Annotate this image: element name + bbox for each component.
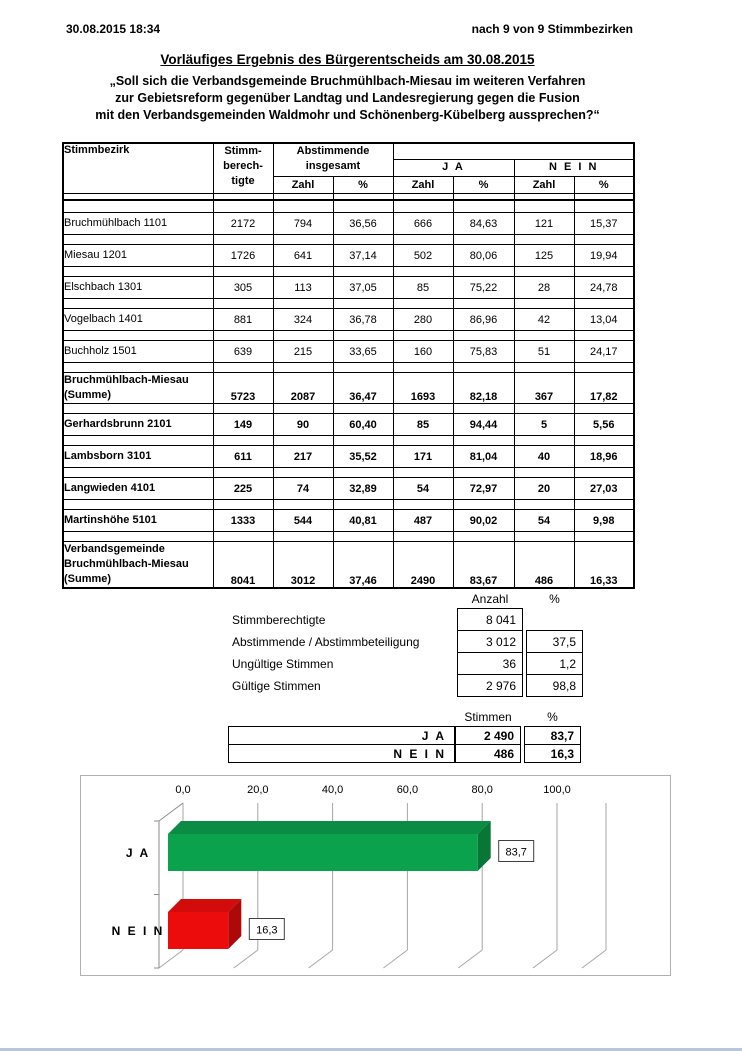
precinct-count-status: nach 9 von 9 Stimmbezirken	[471, 22, 633, 36]
table-cell: 171	[393, 446, 453, 468]
bar-front-1	[168, 912, 228, 949]
report-datetime: 30.08.2015 18:34	[66, 22, 161, 36]
stimmbezirk-label: Vogelbach 1401	[63, 309, 213, 331]
table-cell: 215	[273, 341, 333, 363]
table-row	[63, 213, 634, 235]
table-cell: 75,22	[453, 277, 514, 299]
col-header-abstimmende: Abstimmende insgesamt	[273, 143, 393, 177]
result-option-label: N E I N	[228, 744, 455, 763]
turnout-anzahl-value: 2 976	[457, 674, 523, 697]
table-cell: 84,63	[453, 213, 514, 235]
spacer-row	[63, 200, 634, 213]
table-cell: 74	[273, 478, 333, 500]
header-spacer-cell	[393, 143, 634, 160]
table-cell: 16,33	[574, 542, 634, 589]
table-cell: 36,56	[333, 213, 393, 235]
table-cell: 72,97	[453, 478, 514, 500]
table-cell: 83,67	[453, 542, 514, 589]
gridline-floor	[234, 950, 258, 968]
result-pct-value: 83,7	[524, 726, 581, 745]
spacer-row	[63, 436, 634, 446]
table-cell: 36,47	[333, 373, 393, 404]
table-cell: 75,83	[453, 341, 514, 363]
col-header-stimmberechtigte: Stimm- berech- tigte	[213, 143, 273, 194]
table-row	[63, 510, 634, 532]
question-line-1: „Soll sich die Verbandsgemeinde Bruchmühlbach-Miesau im weiteren Verfahren	[109, 74, 586, 88]
table-row	[63, 245, 634, 267]
table-cell: 86,96	[453, 309, 514, 331]
axis-top-diagonal	[159, 803, 183, 821]
result-summary-table	[228, 710, 581, 763]
table-cell: 1333	[213, 510, 273, 532]
table-cell: 113	[273, 277, 333, 299]
spacer-row	[63, 500, 634, 510]
turnout-summary-table	[230, 592, 583, 697]
table-cell: 280	[393, 309, 453, 331]
table-cell: 121	[514, 213, 574, 235]
table-cell: 40	[514, 446, 574, 468]
value-label: 16,3	[256, 924, 278, 937]
table-cell: 24,78	[574, 277, 634, 299]
table-cell: 794	[273, 213, 333, 235]
turnout-label: Gültige Stimmen	[232, 678, 321, 693]
col-header-stimmbezirk: Stimmbezirk	[63, 143, 213, 194]
table-cell: 641	[273, 245, 333, 267]
stimmbezirk-label: Verbandsgemeinde Bruchmühlbach-Miesau (Summe)	[63, 542, 213, 589]
table-cell: 35,52	[333, 446, 393, 468]
turnout-pct-value: 1,2	[526, 652, 583, 675]
x-axis-tick-label: 60,0	[396, 784, 419, 796]
table-cell: 51	[514, 341, 574, 363]
stimmbezirk-label: Langwieden 4101	[63, 478, 213, 500]
subheader-pct-ja: %	[453, 177, 514, 194]
spacer-row	[63, 267, 634, 277]
table-row	[63, 373, 634, 404]
table-row	[63, 277, 634, 299]
turnout-pct-value: 37,5	[526, 630, 583, 653]
table-cell: 225	[213, 478, 273, 500]
x-axis-tick-label: 0,0	[175, 784, 191, 796]
turnout-row	[230, 674, 583, 697]
table-cell: 32,89	[333, 478, 393, 500]
bar-top-0	[168, 821, 491, 834]
stimmbezirk-label: Gerhardsbrunn 2101	[63, 414, 213, 436]
turnout-anzahl-value: 36	[457, 652, 523, 675]
table-cell: 20	[514, 478, 574, 500]
table-row	[63, 542, 634, 589]
table-cell: 1726	[213, 245, 273, 267]
table-cell: 15,37	[574, 213, 634, 235]
table-row	[63, 309, 634, 331]
table-row	[63, 414, 634, 436]
turnout-label: Stimmberechtigte	[232, 612, 326, 627]
table-cell: 881	[213, 309, 273, 331]
table-cell: 217	[273, 446, 333, 468]
table-cell: 42	[514, 309, 574, 331]
turnout-header-anzahl: Anzahl	[471, 592, 509, 606]
stimmbezirk-label: Martinshöhe 5101	[63, 510, 213, 532]
category-label: N E I N	[111, 924, 165, 938]
table-cell: 27,03	[574, 478, 634, 500]
turnout-label: Ungültige Stimmen	[232, 656, 334, 671]
subheader-zahl-ja: Zahl	[393, 177, 453, 194]
table-cell: 487	[393, 510, 453, 532]
table-cell: 24,17	[574, 341, 634, 363]
category-label: J A	[125, 846, 151, 860]
turnout-row	[230, 608, 583, 631]
table-cell: 85	[393, 277, 453, 299]
table-cell: 85	[393, 414, 453, 436]
result-summary-header	[228, 710, 581, 727]
table-cell: 160	[393, 341, 453, 363]
gridline-floor	[533, 950, 557, 968]
turnout-row	[230, 652, 583, 675]
turnout-anzahl-value: 3 012	[457, 630, 523, 653]
table-cell: 2490	[393, 542, 453, 589]
table-cell: 19,94	[574, 245, 634, 267]
main-results-table	[62, 142, 635, 589]
table-cell: 2172	[213, 213, 273, 235]
spacer-row	[63, 235, 634, 245]
turnout-summary-header	[230, 592, 583, 609]
table-cell: 9,98	[574, 510, 634, 532]
question-line-3: mit den Verbandsgemeinden Waldmohr und Schönenberg-Kübelberg aussprechen?“	[95, 108, 600, 122]
question-line-2: zur Gebietsreform gegenüber Landtag und Landesregierung gegen die Fusion	[115, 91, 580, 105]
col-header-ja: J A	[393, 160, 514, 177]
table-cell: 37,46	[333, 542, 393, 589]
turnout-pct-value: 98,8	[526, 674, 583, 697]
gridline-floor	[309, 950, 333, 968]
stimmbezirk-label: Lambsborn 3101	[63, 446, 213, 468]
x-axis-tick-label: 40,0	[321, 784, 344, 796]
table-cell: 305	[213, 277, 273, 299]
spacer-row	[63, 331, 634, 341]
spacer-row	[63, 404, 634, 414]
table-row	[63, 341, 634, 363]
result-stimmen-value: 2 490	[455, 726, 521, 745]
table-cell: 36,78	[333, 309, 393, 331]
spacer-row	[63, 532, 634, 542]
bar-front-0	[168, 834, 478, 871]
table-cell: 5,56	[574, 414, 634, 436]
x-axis-tick-label: 100,0	[543, 784, 571, 796]
gridline-floor	[383, 950, 407, 968]
table-cell: 2087	[273, 373, 333, 404]
table-row	[63, 478, 634, 500]
table-cell: 611	[213, 446, 273, 468]
table-cell: 94,44	[453, 414, 514, 436]
gridline-floor	[458, 950, 482, 968]
result-header-stimmen: Stimmen	[464, 710, 512, 724]
subheader-pct-nein: %	[574, 177, 634, 194]
table-cell: 5723	[213, 373, 273, 404]
subheader-pct-abstimmende: %	[333, 177, 393, 194]
table-cell: 544	[273, 510, 333, 532]
page-title: Vorläufiges Ergebnis des Bürgerentscheids am 30.08.2015	[160, 52, 535, 67]
table-cell: 502	[393, 245, 453, 267]
spacer-row	[63, 299, 634, 309]
stimmbezirk-label: Elschbach 1301	[63, 277, 213, 299]
table-cell: 486	[514, 542, 574, 589]
table-cell: 54	[514, 510, 574, 532]
table-cell: 324	[273, 309, 333, 331]
col-header-nein: N E I N	[514, 160, 634, 177]
table-cell: 37,05	[333, 277, 393, 299]
table-cell: 40,81	[333, 510, 393, 532]
turnout-anzahl-value: 8 041	[457, 608, 523, 631]
table-cell: 90	[273, 414, 333, 436]
stimmbezirk-label: Bruchmühlbach-Miesau (Summe)	[63, 373, 213, 404]
result-option-label: J A	[228, 726, 455, 745]
subheader-zahl-nein: Zahl	[514, 177, 574, 194]
result-pct-value: 16,3	[524, 744, 581, 763]
title-block	[62, 52, 633, 124]
stimmbezirk-label: Bruchmühlbach 1101	[63, 213, 213, 235]
spacer-row	[63, 363, 634, 373]
table-cell: 54	[393, 478, 453, 500]
stimmbezirk-label: Buchholz 1501	[63, 341, 213, 363]
x-axis-tick-label: 80,0	[471, 784, 493, 796]
result-header-pct: %	[547, 710, 558, 724]
spacer-row	[63, 468, 634, 478]
wall-right-floor-edge	[582, 950, 606, 968]
table-row	[63, 446, 634, 468]
table-cell: 33,65	[333, 341, 393, 363]
table-cell: 81,04	[453, 446, 514, 468]
result-row	[228, 726, 581, 745]
stimmbezirk-label: Miesau 1201	[63, 245, 213, 267]
table-cell: 639	[213, 341, 273, 363]
turnout-label: Abstimmende / Abstimmbeteiligung	[232, 634, 420, 649]
x-axis-tick-label: 20,0	[247, 784, 269, 796]
table-cell: 13,04	[574, 309, 634, 331]
table-cell: 125	[514, 245, 574, 267]
table-cell: 80,06	[453, 245, 514, 267]
table-cell: 28	[514, 277, 574, 299]
table-cell: 8041	[213, 542, 273, 589]
table-cell: 367	[514, 373, 574, 404]
table-cell: 666	[393, 213, 453, 235]
table-cell: 18,96	[574, 446, 634, 468]
subheader-zahl-abstimmende: Zahl	[273, 177, 333, 194]
table-cell: 3012	[273, 542, 333, 589]
table-cell: 37,14	[333, 245, 393, 267]
result-bar-chart	[80, 775, 671, 981]
table-cell: 1693	[393, 373, 453, 404]
table-cell: 82,18	[453, 373, 514, 404]
gridline-floor	[159, 950, 183, 968]
value-label: 83,7	[505, 846, 527, 859]
result-stimmen-value: 486	[455, 744, 521, 763]
table-cell: 60,40	[333, 414, 393, 436]
result-row	[228, 744, 581, 763]
table-cell: 5	[514, 414, 574, 436]
table-cell: 149	[213, 414, 273, 436]
table-cell: 17,82	[574, 373, 634, 404]
turnout-header-pct: %	[549, 592, 560, 606]
table-cell: 90,02	[453, 510, 514, 532]
turnout-row	[230, 630, 583, 653]
